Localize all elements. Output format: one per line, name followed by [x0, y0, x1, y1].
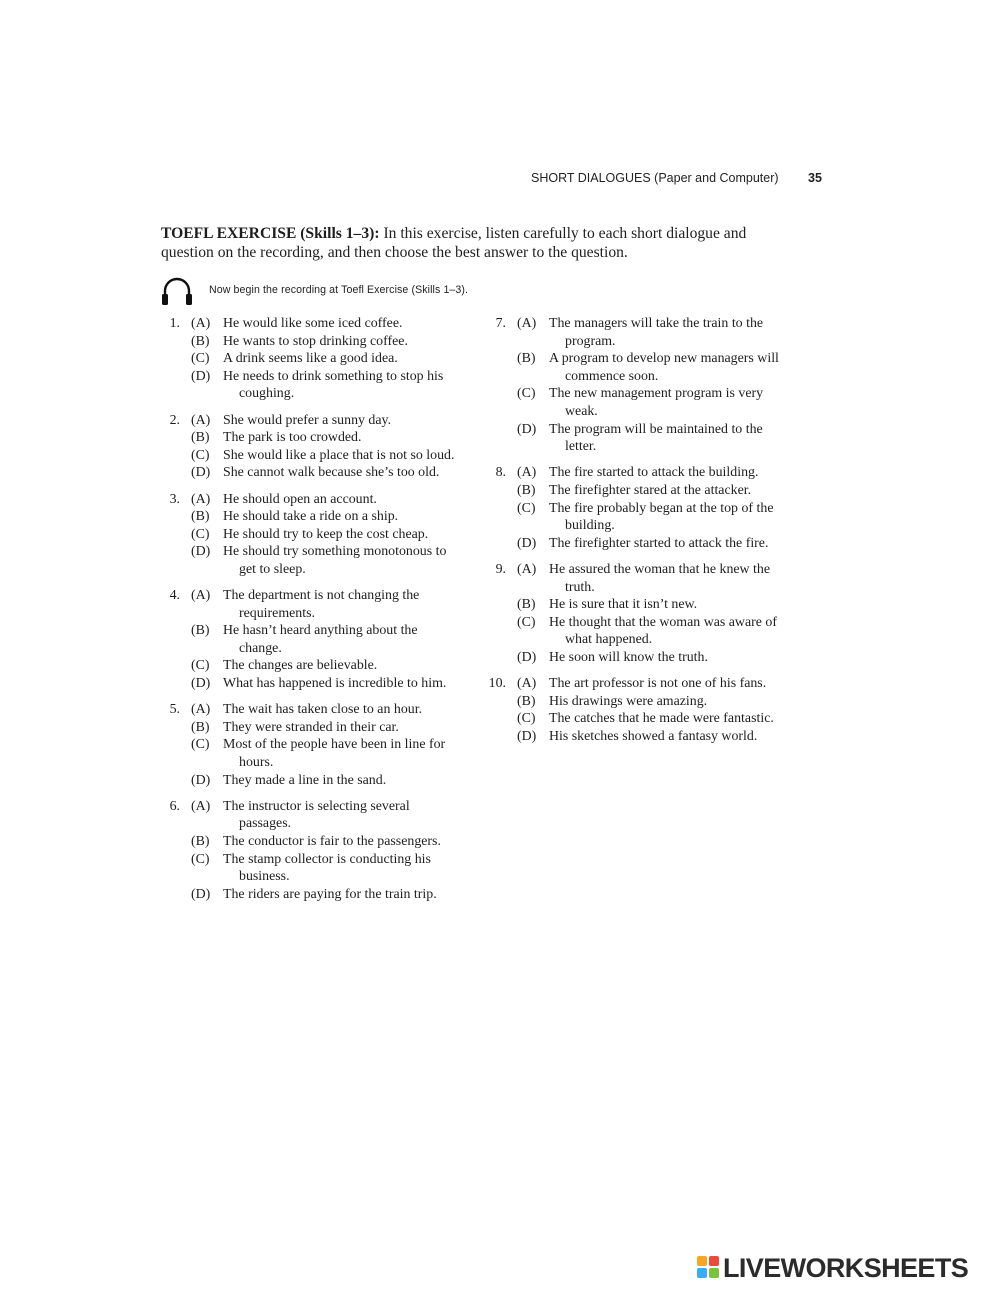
option-letter: (B): [517, 693, 536, 709]
question-number: 10.: [488, 676, 506, 692]
question-item: [160, 701, 460, 789]
answer-option[interactable]: [160, 622, 460, 657]
option-text: His drawings were amazing.: [549, 693, 708, 709]
answer-option[interactable]: [160, 412, 460, 430]
answer-option[interactable]: [160, 491, 460, 509]
answer-option[interactable]: [160, 587, 460, 622]
answer-option[interactable]: [486, 693, 796, 711]
option-letter: (B): [191, 333, 210, 349]
option-letter: (A): [517, 676, 537, 692]
option-text: The firefighter started to attack the fire.: [549, 535, 769, 551]
question-item: [486, 675, 796, 745]
answer-option[interactable]: [160, 508, 460, 526]
page-number: 35: [808, 171, 822, 185]
answer-option[interactable]: [486, 614, 796, 649]
option-text: The riders are paying for the train trip.: [223, 886, 437, 902]
option-text: The department is not changing the requirements.: [223, 588, 420, 621]
option-letter: (C): [191, 737, 210, 753]
option-letter: (D): [191, 544, 211, 560]
option-text: He would like some iced coffee.: [223, 316, 403, 331]
option-text: He should open an account.: [223, 491, 377, 507]
answer-option[interactable]: [160, 447, 460, 465]
answer-option[interactable]: [160, 886, 460, 904]
option-letter: (B): [517, 351, 536, 367]
option-letter: (C): [191, 658, 210, 674]
answer-option[interactable]: [486, 464, 796, 482]
answer-option[interactable]: [486, 561, 796, 596]
option-text: The art professor is not one of his fans.: [549, 676, 767, 692]
answer-option[interactable]: [160, 526, 460, 544]
question-item: [486, 464, 796, 552]
answer-option[interactable]: [486, 350, 796, 385]
option-text: They made a line in the sand.: [223, 772, 387, 788]
option-text: They were stranded in their car.: [223, 719, 399, 735]
recording-text: Now begin the recording at Toefl Exercise (Skills 1–3).: [209, 284, 469, 296]
option-letter: (D): [517, 649, 537, 665]
question-item: [160, 587, 460, 693]
option-letter: (A): [191, 316, 211, 331]
answer-option[interactable]: [160, 736, 460, 771]
option-text: The fire started to attack the building.: [549, 465, 759, 481]
exercise-instructions: [161, 224, 801, 262]
question-item: [160, 798, 460, 904]
answer-option[interactable]: [160, 350, 460, 368]
option-letter: (A): [517, 561, 537, 577]
option-letter: (C): [191, 351, 210, 367]
answer-option[interactable]: [486, 596, 796, 614]
question-item: [486, 561, 796, 667]
option-text: The instructor is selecting several passages.: [223, 798, 410, 832]
option-text: He should take a ride on a ship.: [223, 509, 399, 525]
answer-option[interactable]: [160, 429, 460, 447]
option-text: He needs to drink something to stop his coughing.: [223, 368, 444, 402]
option-letter: (A): [517, 465, 537, 481]
option-letter: (A): [191, 702, 211, 718]
option-letter: (D): [517, 728, 537, 744]
question-number: 6.: [169, 798, 180, 814]
answer-option[interactable]: [486, 315, 796, 350]
running-head-title: SHORT DIALOGUES (Paper and Computer): [531, 171, 779, 185]
option-text: The changes are believable.: [223, 658, 378, 674]
option-text: The fire probably began at the top of the building.: [549, 500, 774, 534]
question-number: 5.: [169, 702, 180, 718]
option-text: He thought that the woman was aware of what happened.: [549, 614, 777, 648]
question-item: [486, 315, 796, 456]
option-text: A drink seems like a good idea.: [223, 351, 398, 367]
option-letter: (B): [191, 430, 210, 446]
option-text: He should try to keep the cost cheap.: [223, 526, 429, 542]
answer-option[interactable]: [160, 719, 460, 737]
option-text: He assured the woman that he knew the truth.: [549, 561, 771, 595]
option-text: He should try something monotonous to get to sleep.: [223, 544, 447, 577]
option-text: What has happened is incredible to him.: [223, 676, 447, 692]
option-letter: (B): [517, 597, 536, 613]
question-item: [160, 315, 460, 403]
option-letter: (A): [191, 491, 211, 507]
answer-option[interactable]: [486, 728, 796, 746]
option-text: He wants to stop drinking coffee.: [223, 333, 408, 349]
answer-option[interactable]: [486, 482, 796, 500]
question-item: [160, 491, 460, 579]
option-letter: (D): [191, 886, 211, 902]
answer-option[interactable]: [486, 385, 796, 420]
answer-option[interactable]: [160, 368, 460, 403]
question-number: 4.: [169, 588, 180, 604]
liveworksheets-logo-icon: [697, 1256, 721, 1280]
option-letter: (A): [517, 316, 537, 331]
option-letter: (D): [517, 535, 537, 551]
option-letter: (C): [517, 386, 536, 402]
answer-option[interactable]: [160, 798, 460, 833]
option-letter: (C): [517, 614, 536, 630]
option-letter: (D): [191, 676, 211, 692]
option-text: She would prefer a sunny day.: [223, 412, 392, 428]
answer-option[interactable]: [160, 833, 460, 851]
answer-option[interactable]: [160, 701, 460, 719]
answer-option[interactable]: [486, 500, 796, 535]
exercise-label: TOEFL EXERCISE (Skills 1–3):: [161, 225, 380, 242]
option-letter: (B): [191, 623, 210, 639]
question-number: 9.: [495, 561, 506, 577]
option-text: His sketches showed a fantasy world.: [549, 728, 758, 744]
option-text: He hasn’t heard anything about the change.: [223, 623, 418, 656]
question-number: 3.: [169, 491, 180, 507]
questions-column-right: [486, 315, 796, 754]
answer-option[interactable]: [486, 675, 796, 693]
option-text: Most of the people have been in line for hours.: [223, 737, 446, 771]
option-letter: (C): [517, 500, 536, 516]
answer-option[interactable]: [160, 772, 460, 790]
answer-option[interactable]: [160, 464, 460, 482]
option-letter: (D): [191, 368, 211, 384]
option-text: A program to develop new managers will commence soon.: [549, 351, 779, 384]
answer-option[interactable]: [486, 421, 796, 456]
option-letter: (D): [517, 421, 537, 437]
question-number: 2.: [169, 412, 180, 428]
answer-option[interactable]: [160, 851, 460, 886]
question-number: 8.: [495, 465, 506, 481]
option-text: The managers will take the train to the program.: [549, 316, 764, 349]
headphones-icon: [160, 275, 194, 307]
questions-column-left: [160, 315, 460, 912]
option-text: She cannot walk because she’s too old.: [223, 465, 440, 481]
running-head: [531, 171, 822, 185]
option-letter: (C): [191, 851, 210, 867]
question-item: [160, 412, 460, 482]
question-number: 1.: [169, 316, 180, 331]
option-text: He is sure that it isn’t new.: [549, 597, 698, 613]
option-text: The program will be maintained to the letter.: [549, 421, 763, 455]
option-letter: (A): [191, 588, 211, 604]
option-letter: (B): [517, 482, 536, 498]
option-letter: (A): [191, 798, 211, 814]
option-text: The park is too crowded.: [223, 430, 362, 446]
answer-option[interactable]: [160, 543, 460, 578]
option-text: The stamp collector is conducting his business.: [223, 851, 431, 885]
answer-option[interactable]: [160, 657, 460, 675]
answer-option[interactable]: [486, 535, 796, 553]
answer-option[interactable]: [160, 315, 460, 333]
option-letter: (C): [191, 447, 210, 463]
option-text: The new management program is very weak.: [549, 386, 764, 419]
exercise-text: In this exercise, listen carefully to each short dialogue and question on the recording, and then choose the best answer to the question.: [161, 225, 747, 261]
answer-option[interactable]: [160, 333, 460, 351]
option-letter: (B): [191, 719, 210, 735]
option-letter: (D): [191, 465, 211, 481]
question-number: 7.: [495, 316, 506, 331]
option-text: He soon will know the truth.: [549, 649, 708, 665]
answer-option[interactable]: [486, 649, 796, 667]
answer-option[interactable]: [486, 710, 796, 728]
option-letter: (C): [517, 711, 536, 727]
option-letter: (B): [191, 834, 210, 849]
option-letter: (A): [191, 412, 211, 428]
liveworksheets-brand: LIVEWORKSHEETS: [723, 1253, 969, 1283]
option-letter: (C): [191, 526, 210, 542]
option-letter: (B): [191, 509, 210, 525]
option-text: The wait has taken close to an hour.: [223, 702, 423, 718]
option-text: The conductor is fair to the passengers.: [223, 834, 441, 849]
option-text: The firefighter stared at the attacker.: [549, 482, 752, 498]
option-text: The catches that he made were fantastic.: [549, 711, 774, 727]
option-text: She would like a place that is not so loud.: [223, 447, 455, 463]
option-letter: (D): [191, 772, 211, 788]
answer-option[interactable]: [160, 675, 460, 693]
